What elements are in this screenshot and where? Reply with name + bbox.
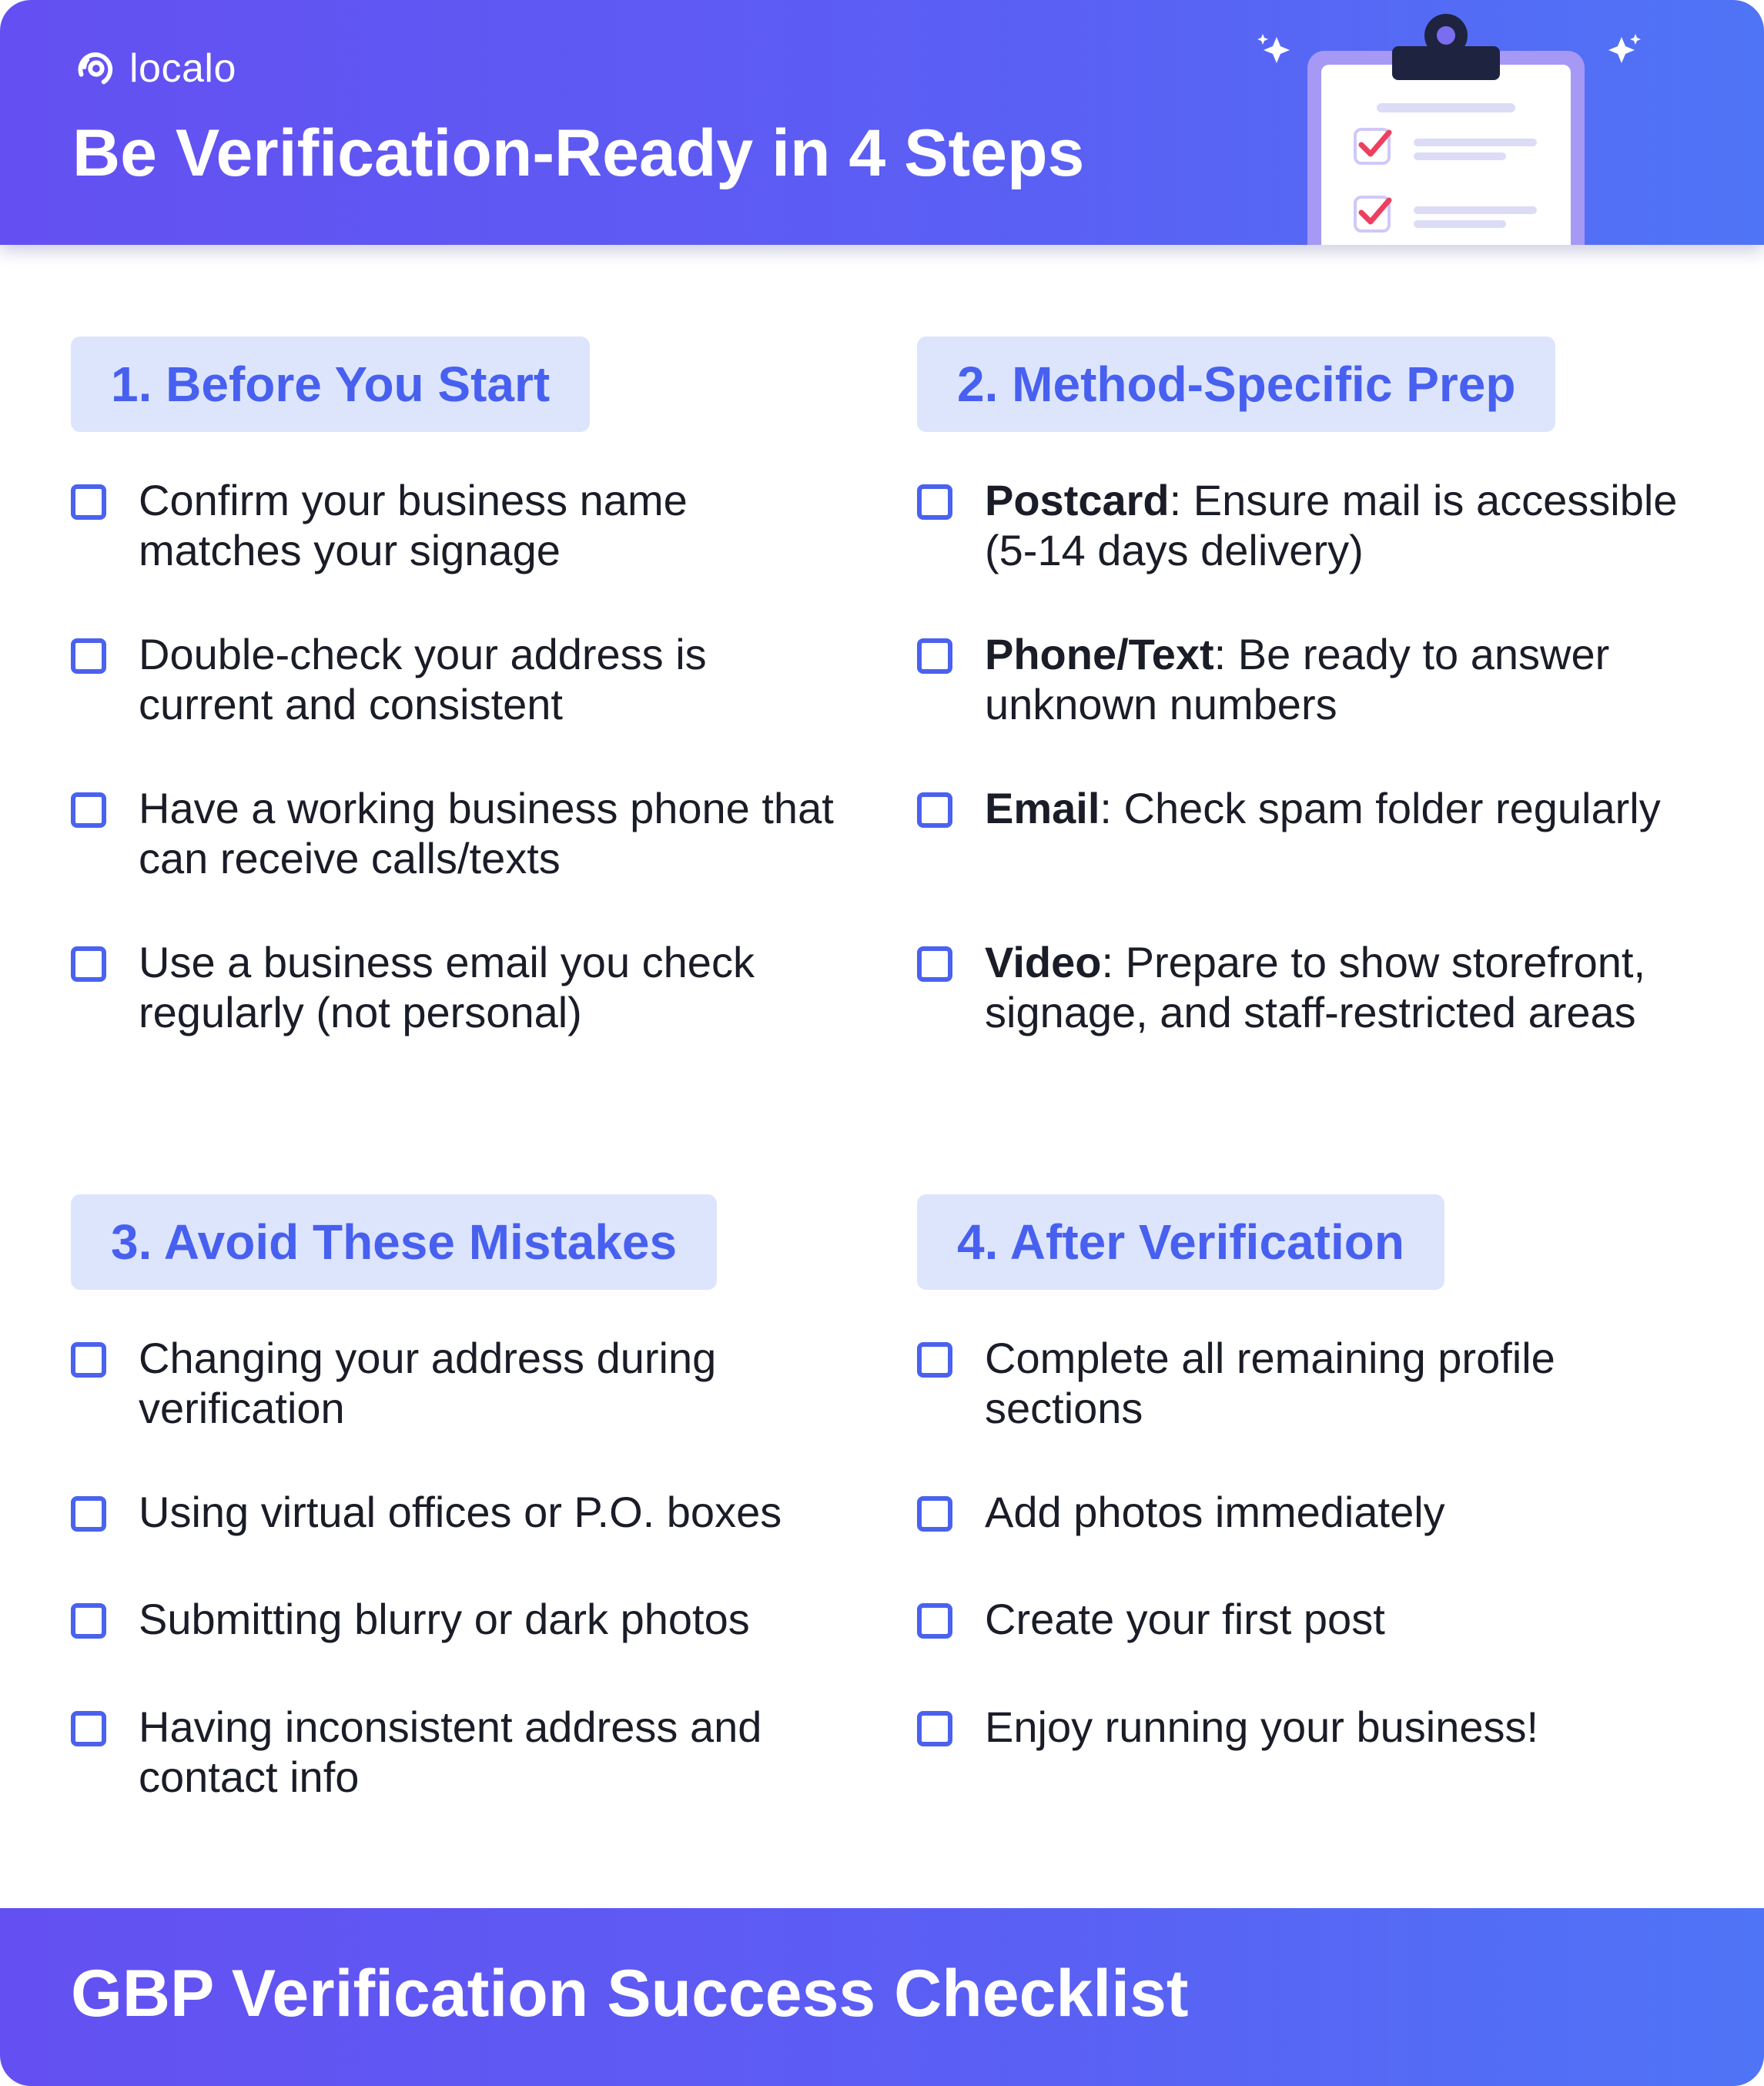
item-text: Having inconsistent address and contact info xyxy=(139,1703,762,1801)
section-before-you-start xyxy=(71,337,841,1036)
empty-checkbox-icon[interactable] xyxy=(71,946,106,982)
item-text xyxy=(985,937,1693,1037)
section-heading: 4. After Verification xyxy=(917,1194,1444,1290)
method-name: Phone/Text xyxy=(985,630,1214,678)
section-heading: 3. Avoid These Mistakes xyxy=(71,1194,717,1290)
empty-checkbox-icon[interactable] xyxy=(71,792,106,828)
footer-banner xyxy=(0,1908,1764,2086)
item-text: Confirm your business name matches your signage xyxy=(139,476,688,574)
checklist-item[interactable] xyxy=(917,629,1693,729)
checklist-item[interactable] xyxy=(917,937,1693,1037)
checklist-item[interactable] xyxy=(917,1333,1693,1433)
section-heading: 2. Method-Specific Prep xyxy=(917,337,1555,432)
localo-pin-icon xyxy=(71,45,119,92)
empty-checkbox-icon[interactable] xyxy=(71,1711,106,1746)
empty-checkbox-icon[interactable] xyxy=(917,484,952,520)
method-detail: : Prepare to show storefront, signage, and staff-restricted areas xyxy=(985,938,1646,1036)
method-detail: : Ensure mail is accessible (5-14 days delivery) xyxy=(985,476,1678,574)
item-text: Have a working business phone that can receive calls/texts xyxy=(139,784,834,882)
checklist-item[interactable] xyxy=(917,1594,1693,1644)
item-text: Changing your address during verification xyxy=(139,1334,717,1432)
item-text: Add photos immediately xyxy=(985,1488,1445,1536)
checklist-item[interactable] xyxy=(71,1487,909,1537)
method-name: Email xyxy=(985,784,1100,832)
item-text xyxy=(985,783,1693,833)
empty-checkbox-icon[interactable] xyxy=(917,1711,952,1746)
checklist-item[interactable] xyxy=(71,783,847,883)
checklist-item[interactable] xyxy=(917,783,1693,833)
header-banner xyxy=(0,0,1764,245)
empty-checkbox-icon[interactable] xyxy=(71,484,106,520)
empty-checkbox-icon[interactable] xyxy=(917,638,952,674)
item-text: Using virtual offices or P.O. boxes xyxy=(139,1488,782,1536)
empty-checkbox-icon[interactable] xyxy=(71,638,106,674)
checklist-item[interactable] xyxy=(71,475,847,575)
method-detail: : Be ready to answer unknown numbers xyxy=(985,630,1610,728)
empty-checkbox-icon[interactable] xyxy=(917,1496,952,1532)
checklist-item[interactable] xyxy=(71,629,847,729)
section-after-verification xyxy=(917,1194,1687,1887)
section-avoid-these-mistakes xyxy=(71,1194,841,1887)
item-text: Submitting blurry or dark photos xyxy=(139,1595,750,1643)
empty-checkbox-icon[interactable] xyxy=(71,1342,106,1378)
empty-checkbox-icon[interactable] xyxy=(71,1603,106,1639)
empty-checkbox-icon[interactable] xyxy=(917,1342,952,1378)
empty-checkbox-icon[interactable] xyxy=(71,1496,106,1532)
brand xyxy=(71,45,236,92)
checklist-item[interactable] xyxy=(71,937,847,1037)
item-text: Double-check your address is current and consistent xyxy=(139,630,707,728)
checklist-item[interactable] xyxy=(917,1487,1693,1537)
brand-name: localo xyxy=(129,46,236,91)
item-text: Create your first post xyxy=(985,1595,1385,1643)
item-text: Enjoy running your business! xyxy=(985,1703,1539,1751)
item-text xyxy=(985,629,1693,729)
checklist-item[interactable] xyxy=(71,1333,847,1433)
empty-checkbox-icon[interactable] xyxy=(917,946,952,982)
item-text: Use a business email you check regularly (not personal) xyxy=(139,938,755,1036)
empty-checkbox-icon[interactable] xyxy=(917,1603,952,1639)
checklist-item[interactable] xyxy=(917,475,1693,575)
checklist-item[interactable] xyxy=(71,1594,847,1644)
item-text xyxy=(985,475,1693,575)
item-text: Complete all remaining profile sections xyxy=(985,1334,1555,1432)
empty-checkbox-icon[interactable] xyxy=(917,792,952,828)
section-method-specific-prep xyxy=(917,337,1687,1107)
checklist-item[interactable] xyxy=(917,1702,1693,1752)
method-detail: : Check spam folder regularly xyxy=(1100,784,1661,832)
method-name: Postcard xyxy=(985,476,1170,524)
footer-title: GBP Verification Success Checklist xyxy=(71,1957,1189,2031)
page-title: Be Verification-Ready in 4 Steps xyxy=(72,116,1085,190)
checklist-item[interactable] xyxy=(71,1702,847,1802)
method-name: Video xyxy=(985,938,1102,986)
section-heading: 1. Before You Start xyxy=(71,337,590,432)
clipboard-checklist-icon xyxy=(1232,0,1663,245)
